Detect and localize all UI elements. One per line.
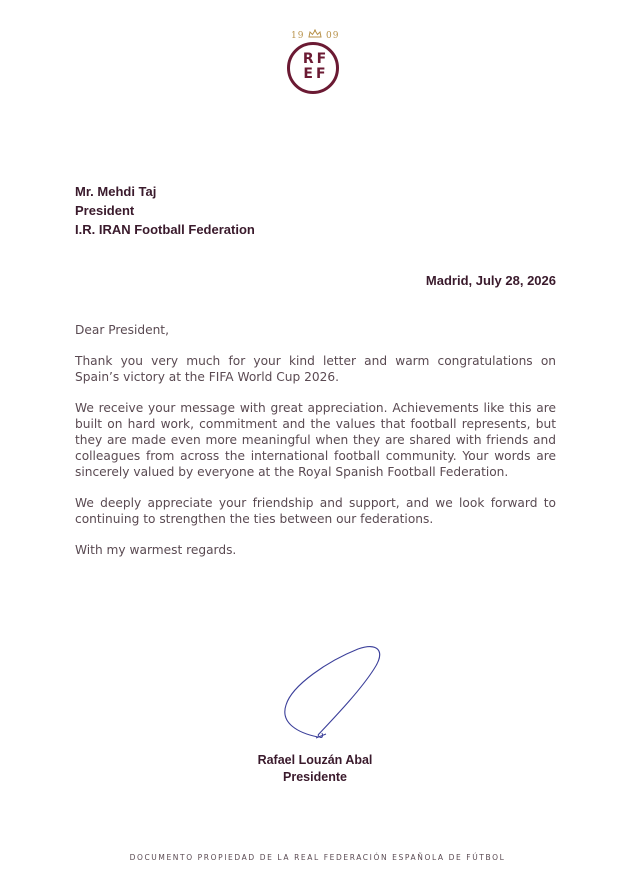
recipient-block	[75, 182, 255, 239]
signer-block	[215, 752, 415, 786]
signer-title: Presidente	[283, 770, 347, 784]
logo-letters-bottom: EF	[303, 66, 329, 82]
recipient-organization: I.R. IRAN Football Federation	[75, 222, 255, 237]
recipient-name: Mr. Mehdi Taj	[75, 184, 157, 199]
handwritten-signature	[278, 643, 386, 743]
logo-emblem	[287, 42, 339, 94]
logo-year-right: 09	[326, 31, 340, 41]
salutation: Dear President,	[75, 323, 169, 337]
signer-name: Rafael Louzán Abal	[257, 753, 373, 767]
closing: With my warmest regards.	[75, 543, 237, 557]
letter-date: Madrid, July 28, 2026	[425, 273, 556, 288]
footer-text: DOCUMENTO PROPIEDAD DE LA REAL FEDERACIÓN ESPAÑOLA DE FÚTBOL	[129, 853, 506, 862]
body-paragraph: We receive your message with great appreciation. Achievements like this are built on hard work, commitment and the values that football represents, but they are made even more meaningful when they are shared with friends and colleagues from across the international football community. Your words are sincerely valued by everyone at the Royal Spanish Football Federation.	[75, 401, 556, 479]
recipient-title: President	[75, 203, 135, 218]
logo-letters-top: RF	[302, 51, 330, 67]
body-paragraph: Thank you very much for your kind letter and warm congratulations on Spain’s victory at the FIFA World Cup 2026.	[75, 354, 556, 384]
logo-year-left: 19	[291, 31, 305, 41]
rfef-logo	[283, 27, 347, 103]
body-paragraph: We deeply appreciate your friendship and support, and we look forward to continuing to strengthen the ties between our federations.	[75, 496, 556, 526]
letter-body	[75, 322, 556, 573]
crown-icon	[308, 29, 322, 38]
